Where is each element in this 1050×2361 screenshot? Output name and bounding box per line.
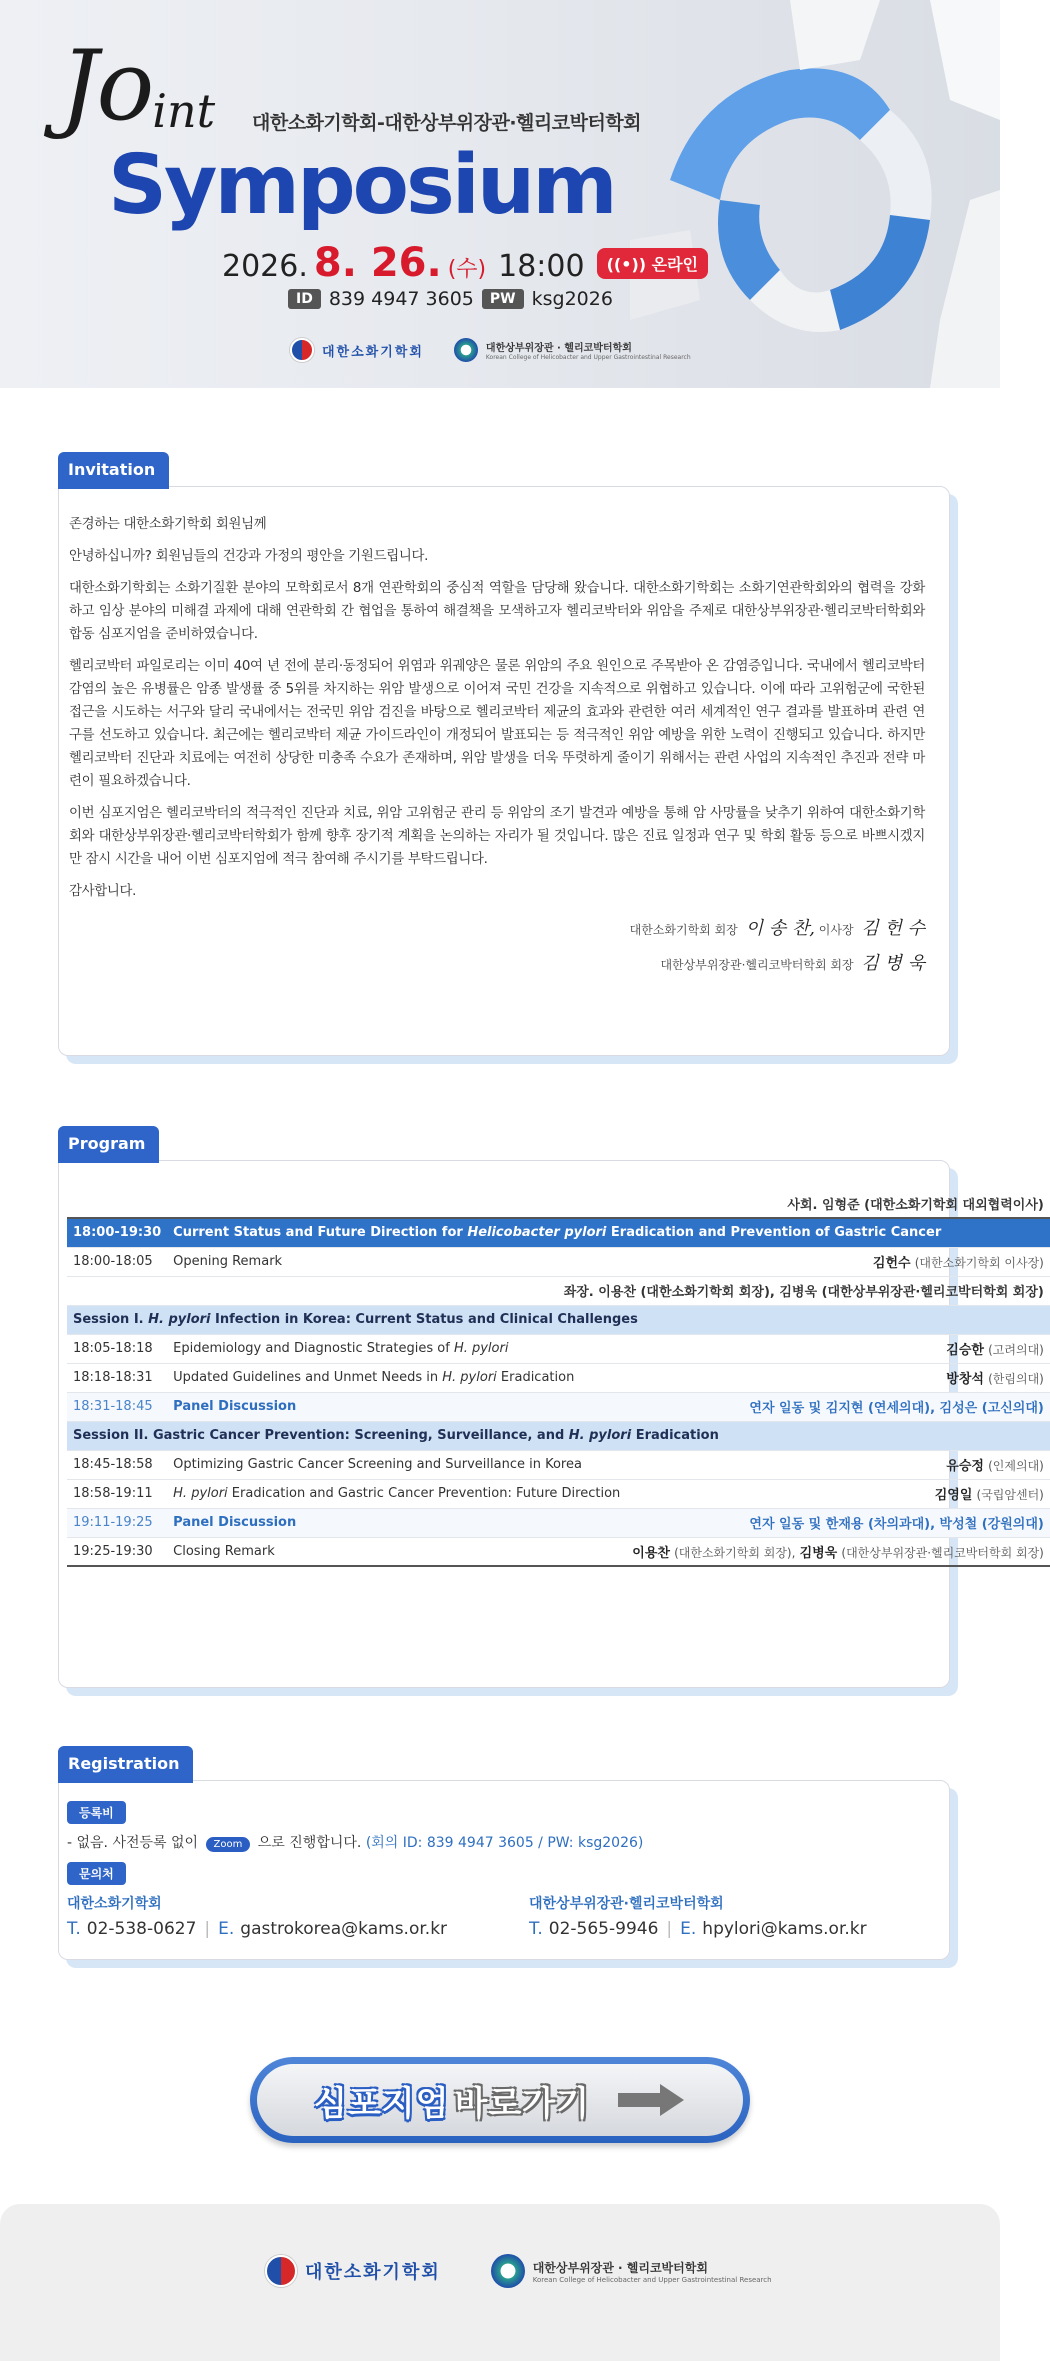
s2-3-time: 19:11-19:25	[67, 1508, 167, 1537]
fee-text	[67, 1832, 941, 1852]
hosting-orgs: 대한소화기학회-대한상부위장관·헬리코박터학회	[252, 112, 642, 134]
s1-2-title-pre: Updated Guidelines and Unmet Needs in	[173, 1370, 443, 1385]
registration-box	[58, 1780, 950, 1960]
event-date	[222, 240, 708, 286]
s2-2-speaker-aff: (국립암센터)	[976, 1488, 1044, 1502]
meeting-password: ksg2026	[531, 288, 613, 310]
table-row	[67, 1247, 1050, 1276]
moderator: 사회. 임형준 (대한소화기학회 대외협력이사)	[67, 1189, 1050, 1218]
session-1-row	[67, 1305, 1050, 1334]
sig1-president-signature: 이 송 찬,	[745, 918, 815, 939]
s1-2-title-em: H. pylori	[442, 1370, 497, 1385]
s2-2-time: 18:58-19:11	[67, 1479, 167, 1508]
s2-3-panel: 연자 일동 및 한재용 (차의과대), 박성철 (강원의대)	[626, 1508, 1050, 1537]
go-button-label	[314, 2076, 590, 2125]
id-tag: ID	[288, 289, 321, 309]
program-section	[58, 1126, 1044, 1696]
divider: |	[666, 1919, 673, 1939]
session-1-post: Infection in Korea: Current Status and Clinical Challenges	[210, 1312, 638, 1327]
contact-kgs-line	[67, 1919, 529, 1939]
kchugr-logo-text: 대한상부위장관 · 헬리코박터학회	[485, 343, 632, 354]
s2-panel-row	[67, 1508, 1050, 1537]
s1-1-speaker	[626, 1334, 1050, 1363]
s2-1-title: Optimizing Gastric Cancer Screening and Surveillance in Korea	[167, 1450, 626, 1479]
closing-speaker-1: 이용찬	[632, 1545, 670, 1561]
chair	[67, 1276, 1050, 1305]
session-2-post: Eradication	[631, 1428, 719, 1443]
arrow-right-icon	[616, 2082, 686, 2118]
meeting-credentials	[288, 288, 613, 310]
tel-label: T.	[529, 1919, 543, 1939]
contact-kchugr-tel[interactable]: 02-565-9946	[548, 1919, 659, 1939]
s2-1-speaker-name: 유승정	[946, 1459, 984, 1474]
table-row	[67, 1537, 1050, 1566]
fee-sub: (회의 ID: 839 4947 3605 / PW: ksg2026)	[365, 1835, 644, 1851]
footer-kchugr-logo	[491, 2254, 772, 2288]
session-1-pre: Session I.	[73, 1312, 149, 1327]
contact-kgs-org: 대한소화기학회	[67, 1896, 162, 1912]
contact-kgs-tel[interactable]: 02-538-0627	[86, 1919, 197, 1939]
opening-title: Opening Remark	[167, 1247, 626, 1276]
joint-int: int	[152, 84, 216, 138]
kchugr-logo	[454, 338, 691, 362]
go-label-b: 바로가기	[454, 2083, 590, 2124]
registration-section	[58, 1746, 950, 1976]
s1-1-time: 18:05-18:18	[67, 1334, 167, 1363]
zoom-badge: Zoom	[206, 1837, 251, 1852]
closing-title: Closing Remark	[167, 1537, 626, 1566]
invitation-paragraph-2: 대한소화기학회는 소화기질환 분야의 모학회로서 8개 연관학회의 중심적 역할을 담당해 왔습니다. 대한소화기학회는 소화기연관학회와의 협력을 강화하고 임상 분야의 미해결 과제에 대해 연관학회 간 협업을 통하여 해결책을 모색하고자 헬리코박터와 위암을 주제로 대한상부위장관·헬리코박터학회와 합동 심포지엄을 준비하였습니다.	[69, 581, 925, 642]
footer	[0, 2204, 1000, 2361]
s1-2-title-post: Eradication	[496, 1370, 575, 1385]
invitation-paragraph-3: 헬리코박터 파일로리는 이미 40여 년 전에 분리·동정되어 위염과 위궤양은 물론 위암의 주요 원인으로 주목받아 온 감염증입니다. 국내에서 헬리코박터 감염의 높은 유병률은 암종 발생률 중 5위를 차지하는 위암 발생으로 이어져 국민 건강을 지속적으로 위협하고 있습니다. 이에 따라 고위험군에 국한된 접근을 시도하는 서구와 달리 국내에서는 전국민 위암 검진을 바탕으로 헬리코박터 제균의 효과와 관련한 여러 세계적인 연구 결과를 발표하며 관련 연구를 선도하고 있습니다. 최근에는 헬리코박터 제균 가이드라인이 개정되어 발표되는 등 적극적인 위암 예방을 위한 노력이 진행되고 있습니다. 하지만 헬리코박터 진단과 치료에는 여전히 상당한 미충족 수요가 존재하며, 위암 발생을 더욱 뚜렷하게 줄이기 위해서는 관련 사업의 지속적인 추진과 전략 마련이 필요하겠습니다.	[69, 659, 925, 789]
table-row	[67, 1479, 1050, 1508]
tel-label: T.	[67, 1919, 81, 1939]
s1-3-time: 18:31-18:45	[67, 1392, 167, 1421]
event-time: 18:00	[498, 249, 585, 284]
go-label-a: 심포지엄	[314, 2083, 450, 2124]
contact-columns	[67, 1893, 941, 1939]
table-row	[67, 1334, 1050, 1363]
footer-kchugr-subtext: Korean College of Helicobacter and Upper Gastrointestinal Research	[532, 2275, 772, 2284]
chair-label: 좌장.	[563, 1285, 599, 1300]
contact-kchugr-org: 대한상부위장관·헬리코박터학회	[529, 1896, 724, 1912]
s2-2-title-post: Eradication and Gastric Cancer Prevention: Future Direction	[227, 1486, 621, 1501]
s2-2-speaker	[626, 1479, 1050, 1508]
contact-kgs-email[interactable]: gastrokorea@kams.or.kr	[240, 1919, 448, 1939]
s1-1-title-em: H. pylori	[453, 1341, 509, 1356]
kchugr-emblem-icon	[454, 338, 478, 362]
s1-2-speaker-name: 방창석	[946, 1372, 984, 1387]
fee-pre: - 없음. 사전등록 없이	[67, 1835, 199, 1851]
s2-1-time: 18:45-18:58	[67, 1450, 167, 1479]
invitation-letter	[69, 513, 925, 903]
contact-kgs	[67, 1893, 529, 1939]
kgs-emblem-icon	[265, 2255, 297, 2287]
fee-post: 으로 진행합니다.	[257, 1835, 362, 1851]
table-row	[67, 1363, 1050, 1392]
sig1-prefix: 대한소화기학회 회장	[629, 923, 738, 937]
sig2-prefix: 대한상부위장관·헬리코박터학회 회장	[660, 958, 854, 972]
opening-time: 18:00-18:05	[67, 1247, 167, 1276]
s1-2-time: 18:18-18:31	[67, 1363, 167, 1392]
main-topic-row	[67, 1218, 1050, 1247]
s1-2-speaker	[626, 1363, 1050, 1392]
contact-block	[67, 1862, 941, 1939]
s1-3-panel: 연자 일동 및 김지현 (연세의대), 김성은 (고신의대)	[626, 1392, 1050, 1421]
hero-logos	[290, 338, 691, 362]
session-1-em: H. pylori	[148, 1312, 211, 1327]
closing-aff-2: (대한상부위장관·헬리코박터학회 회장)	[841, 1545, 1044, 1560]
table-row	[67, 1450, 1050, 1479]
closing-time: 19:25-19:30	[67, 1537, 167, 1566]
signature-line-2	[69, 947, 925, 982]
greeting: 존경하는 대한소화기학회 회원님께	[69, 517, 267, 532]
sig1-chairman-label: 이사장	[818, 923, 854, 937]
date-month-day: 8. 26.	[313, 240, 442, 286]
divider: |	[204, 1919, 211, 1939]
s2-1-speaker	[626, 1450, 1050, 1479]
session-2-row	[67, 1421, 1050, 1450]
kgs-logo	[290, 338, 424, 362]
fee-label: 등록비	[67, 1801, 126, 1824]
s1-1-title-pre: Epidemiology and Diagnostic Strategies of	[173, 1341, 454, 1356]
meeting-id: 839 4947 3605	[328, 288, 474, 310]
closing-line: 감사합니다.	[69, 884, 137, 899]
chair-row	[67, 1276, 1050, 1305]
session-2-em: H. pylori	[568, 1428, 632, 1443]
program-box	[58, 1160, 1044, 1688]
main-title-em: Helicobacter pylori	[467, 1225, 607, 1241]
s1-2-speaker-aff: (한림의대)	[988, 1372, 1044, 1386]
footer-kgs-logo	[265, 2255, 441, 2287]
session-2-pre: Session II. Gastric Cancer Prevention: Screening, Surveillance, and	[73, 1428, 569, 1443]
fee-block	[67, 1801, 941, 1852]
main-time: 18:00-19:30	[67, 1218, 167, 1247]
s1-3-title: Panel Discussion	[167, 1392, 626, 1421]
hero-banner	[0, 0, 1000, 388]
contact-kchugr-email[interactable]: hpylori@kams.or.kr	[702, 1919, 867, 1939]
pw-tag: PW	[482, 289, 524, 309]
signature-line-1	[69, 912, 925, 947]
s2-2-title-em: H. pylori	[173, 1486, 228, 1501]
contact-kchugr	[529, 1893, 867, 1939]
joint-wordmark	[60, 30, 215, 142]
invitation-paragraph-4: 이번 심포지엄은 헬리코박터의 적극적인 진단과 치료, 위암 고위험군 관리 등 위암의 조기 발견과 예방을 통해 암 사망률을 낮추기 위하여 대한소화기학회와 대한상부위장관·헬리코박터학회가 함께 향후 장기적 계획을 논의하는 자리가 될 것입니다. 많은 진료 일정과 연구 및 학회 활동 등으로 바쁘시겠지만 잠시 시간을 내어 이번 심포지엄에 적극 참여해 주시기를 부탁드립니다.	[69, 806, 925, 867]
sig2-president-signature: 김 병 욱	[861, 953, 925, 974]
main-title-post: Eradication and Prevention of Gastric Cancer	[606, 1225, 942, 1241]
invitation-tab: Invitation	[58, 452, 169, 489]
go-to-symposium-button[interactable]	[250, 2057, 750, 2143]
s1-panel-row	[67, 1392, 1050, 1421]
main-title-pre: Current Status and Future Direction for	[173, 1225, 468, 1241]
contact-label: 문의처	[67, 1862, 126, 1885]
invitation-paragraph-1: 안녕하십니까? 회원님들의 건강과 가정의 평안을 기원드립니다.	[69, 549, 429, 564]
email-label: E.	[218, 1919, 235, 1939]
chair-text: 이용찬 (대한소화기학회 회장), 김병욱 (대한상부위장관·헬리코박터학회 회장)	[598, 1285, 1044, 1300]
session-2-title	[67, 1421, 1050, 1450]
s1-1-speaker-name: 김승한	[946, 1343, 984, 1358]
online-badge: ((•)) 온라인	[597, 248, 708, 279]
invitation-box	[58, 486, 950, 1056]
s1-1-speaker-aff: (고려의대)	[988, 1343, 1044, 1357]
footer-kchugr-text: 대한상부위장관 · 헬리코박터학회	[532, 2260, 708, 2275]
moderator-row	[67, 1189, 1050, 1218]
session-1-title	[67, 1305, 1050, 1334]
joint-j: Jo	[60, 30, 153, 142]
hands-illustration	[630, 0, 1000, 388]
kgs-emblem-icon	[290, 338, 314, 362]
s2-2-title	[167, 1479, 626, 1508]
kgs-logo-text: 대한소화기학회	[322, 344, 424, 360]
closing-speakers	[626, 1537, 1050, 1566]
invitation-section	[58, 452, 950, 1072]
date-year: 2026.	[222, 249, 308, 284]
s2-3-title: Panel Discussion	[167, 1508, 626, 1537]
registration-tab: Registration	[58, 1746, 193, 1783]
contact-kchugr-line	[529, 1919, 867, 1939]
kchugr-emblem-icon	[491, 2254, 525, 2288]
opening-speaker	[626, 1247, 1050, 1276]
go-button-inner	[257, 2064, 743, 2136]
s1-2-title	[167, 1363, 626, 1392]
opening-speaker-name: 김헌수	[872, 1256, 911, 1271]
footer-kgs-text: 대한소화기학회	[305, 2262, 441, 2283]
signatures	[69, 912, 925, 982]
s2-2-speaker-name: 김영일	[934, 1488, 973, 1503]
closing-speaker-2: 김병욱	[799, 1545, 838, 1561]
kchugr-logo-subtext: Korean College of Helicobacter and Upper Gastrointestinal Research	[485, 354, 691, 361]
footer-logos	[265, 2254, 772, 2288]
date-weekday: (수)	[447, 257, 487, 282]
page-title: Symposium	[108, 138, 615, 233]
email-label: E.	[680, 1919, 697, 1939]
s1-1-title	[167, 1334, 626, 1363]
program-table	[67, 1189, 1050, 1567]
program-tab: Program	[58, 1126, 159, 1163]
sig1-chairman-signature: 김 헌 수	[861, 918, 925, 939]
s2-1-speaker-aff: (인제의대)	[988, 1459, 1044, 1473]
main-title	[167, 1218, 1050, 1247]
opening-speaker-aff: (대한소화기학회 이사장)	[914, 1256, 1044, 1270]
closing-aff-1: (대한소화기학회 회장),	[674, 1545, 796, 1560]
